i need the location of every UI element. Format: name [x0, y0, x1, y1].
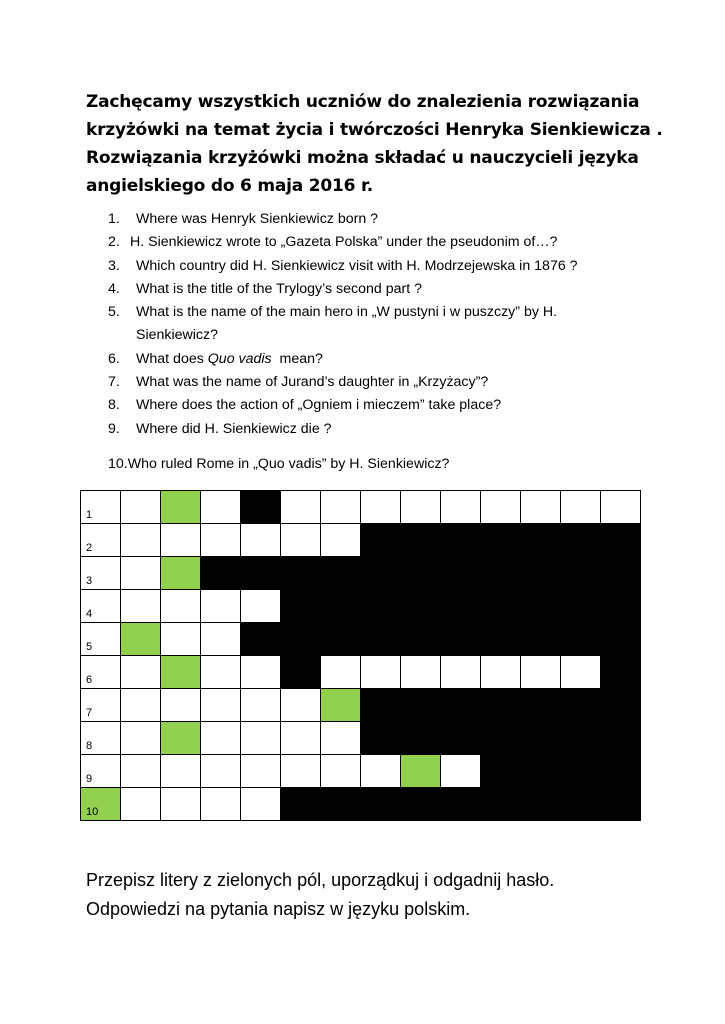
crossword-cell-blocked — [401, 557, 441, 590]
instruction-line: Odpowiedzi na pytania napisz w języku polskim. — [86, 899, 471, 919]
crossword-cell-empty[interactable] — [201, 623, 241, 656]
crossword-cell-empty[interactable] — [201, 722, 241, 755]
crossword-cell-empty[interactable] — [161, 524, 201, 557]
crossword-cell-blocked — [481, 623, 521, 656]
crossword-cell-empty[interactable] — [201, 590, 241, 623]
question-text-continued: Sienkiewicz? — [136, 327, 219, 344]
crossword-cell-empty[interactable] — [81, 524, 121, 557]
crossword-cell-blocked — [481, 590, 521, 623]
crossword-cell-blocked — [361, 524, 401, 557]
crossword-cell-empty[interactable] — [401, 656, 441, 689]
crossword-cell-empty[interactable] — [521, 656, 561, 689]
crossword-cell-empty[interactable] — [361, 491, 401, 524]
crossword-cell-blocked — [561, 590, 601, 623]
question-text: Where did H. Sienkiewicz die ? — [136, 420, 332, 437]
crossword-cell-empty[interactable] — [81, 656, 121, 689]
crossword-cell-blocked — [281, 656, 321, 689]
crossword-cell-blocked — [441, 623, 481, 656]
question-text: Which country did H. Sienkiewicz visit with H. Modrzejewska in 1876 ? — [136, 257, 578, 274]
heading-line: angielskiego do 6 maja 2016 r. — [86, 176, 374, 196]
question-text: What was the name of Jurand’s daughter in „Krzyżacy”? — [136, 374, 489, 391]
crossword-cell-blocked — [561, 755, 601, 788]
row-number-label: 8 — [86, 740, 93, 752]
announcement-heading — [86, 88, 663, 200]
crossword-cell-highlight[interactable] — [121, 623, 161, 656]
row-number-label: 3 — [86, 575, 93, 587]
crossword-cell-empty[interactable] — [201, 656, 241, 689]
crossword-cell-empty[interactable] — [121, 590, 161, 623]
question-text-end: mean? — [271, 350, 323, 367]
crossword-cell-empty[interactable] — [361, 755, 401, 788]
crossword-cell-blocked — [561, 722, 601, 755]
crossword-cell-empty[interactable] — [241, 524, 281, 557]
crossword-cell-highlight[interactable] — [161, 557, 201, 590]
crossword-cell-empty[interactable] — [121, 656, 161, 689]
crossword-cell-blocked — [601, 656, 641, 689]
crossword-cell-empty[interactable] — [281, 722, 321, 755]
crossword-cell-empty[interactable] — [121, 689, 161, 722]
crossword-cell-empty[interactable] — [81, 491, 121, 524]
instructions-footer — [86, 866, 554, 924]
crossword-cell-blocked — [601, 524, 641, 557]
crossword-cell-empty[interactable] — [361, 656, 401, 689]
crossword-cell-empty[interactable] — [561, 491, 601, 524]
crossword-cell-empty[interactable] — [201, 491, 241, 524]
question-text: H. Sienkiewicz wrote to „Gazeta Polska” under the pseudonim of…? — [130, 234, 558, 251]
question-text: What does — [136, 350, 208, 367]
crossword-cell-blocked — [321, 590, 361, 623]
crossword-cell-blocked — [401, 722, 441, 755]
crossword-cell-empty[interactable] — [321, 491, 361, 524]
crossword-cell-blocked — [441, 689, 481, 722]
crossword-cell-blocked — [521, 755, 561, 788]
question-number: 7. — [108, 374, 120, 391]
crossword-cell-blocked — [521, 557, 561, 590]
crossword-cell-empty[interactable] — [481, 656, 521, 689]
crossword-cell-empty[interactable] — [161, 788, 201, 821]
question-number: 3. — [108, 257, 120, 274]
crossword-cell-empty[interactable] — [521, 491, 561, 524]
crossword-cell-empty[interactable] — [81, 590, 121, 623]
question-item — [108, 278, 668, 301]
crossword-cell-blocked — [441, 722, 481, 755]
crossword-cell-empty[interactable] — [201, 788, 241, 821]
crossword-cell-blocked — [281, 557, 321, 590]
crossword-cell-blocked — [601, 590, 641, 623]
crossword-cell-empty[interactable] — [161, 755, 201, 788]
crossword-cell-blocked — [441, 557, 481, 590]
crossword-cell-blocked — [361, 623, 401, 656]
crossword-cell-empty[interactable] — [201, 524, 241, 557]
crossword-cell-blocked — [601, 788, 641, 821]
crossword-cell-blocked — [401, 788, 441, 821]
crossword-cell-blocked — [241, 557, 281, 590]
crossword-cell-empty[interactable] — [81, 689, 121, 722]
crossword-cell-blocked — [441, 590, 481, 623]
question-item — [108, 301, 668, 348]
crossword-cell-empty[interactable] — [281, 689, 321, 722]
question-item — [108, 231, 668, 254]
question-text: What is the name of the main hero in „W pustyni i w puszczy” by H. — [136, 304, 558, 321]
question-number: 1. — [108, 211, 120, 227]
crossword-cell-blocked — [401, 623, 441, 656]
question-text: Where does the action of „Ogniem i mieczem” take place? — [136, 397, 502, 414]
crossword-cell-empty[interactable] — [241, 755, 281, 788]
crossword-cell-blocked — [441, 524, 481, 557]
question-number: 2. — [108, 234, 120, 251]
question-italic-title: Quo vadis — [207, 350, 272, 367]
crossword-cell-empty[interactable] — [81, 557, 121, 590]
question-number: 8. — [108, 397, 120, 414]
crossword-cell-blocked — [521, 722, 561, 755]
crossword-cell-blocked — [561, 788, 601, 821]
crossword-cell-empty[interactable] — [81, 722, 121, 755]
crossword-cell-blocked — [281, 590, 321, 623]
crossword-cell-blocked — [561, 623, 601, 656]
crossword-cell-empty[interactable] — [441, 491, 481, 524]
crossword-cell-highlight[interactable] — [321, 689, 361, 722]
crossword-cell-blocked — [481, 722, 521, 755]
heading-line: Rozwiązania krzyżówki można składać u nauczycieli języka — [86, 148, 639, 168]
crossword-cell-blocked — [401, 689, 441, 722]
crossword-cell-empty[interactable] — [241, 788, 281, 821]
row-number-label: 5 — [86, 641, 93, 653]
crossword-cell-blocked — [481, 788, 521, 821]
crossword-cell-blocked — [561, 689, 601, 722]
crossword-cell-empty[interactable] — [121, 722, 161, 755]
crossword-cell-blocked — [441, 788, 481, 821]
crossword-cell-blocked — [361, 557, 401, 590]
crossword-cell-blocked — [521, 689, 561, 722]
crossword-cell-empty[interactable] — [121, 788, 161, 821]
question-item — [108, 418, 668, 441]
crossword-cell-empty[interactable] — [161, 590, 201, 623]
crossword-cell-blocked — [481, 557, 521, 590]
crossword-cell-empty[interactable] — [441, 755, 481, 788]
crossword-cell-empty[interactable] — [201, 755, 241, 788]
crossword-cell-blocked — [481, 755, 521, 788]
crossword-cell-empty[interactable] — [121, 524, 161, 557]
crossword-cell-blocked — [361, 590, 401, 623]
crossword-cell-blocked — [321, 788, 361, 821]
crossword-cell-blocked — [561, 557, 601, 590]
crossword-cell-empty[interactable] — [241, 590, 281, 623]
crossword-cell-empty[interactable] — [121, 557, 161, 590]
row-number-label: 7 — [86, 707, 93, 719]
crossword-cell-highlight[interactable] — [161, 722, 201, 755]
crossword-cell-blocked — [521, 788, 561, 821]
question-list — [108, 208, 668, 441]
row-number-label: 6 — [86, 674, 93, 686]
crossword-cell-highlight[interactable] — [161, 491, 201, 524]
crossword-cell-blocked — [481, 524, 521, 557]
question-10: 10.Who ruled Rome in „Quo vadis” by H. Sienkiewicz? — [108, 456, 450, 472]
crossword-grid — [80, 490, 641, 821]
crossword-cell-empty[interactable] — [601, 491, 641, 524]
crossword-cell-blocked — [281, 623, 321, 656]
question-number: 4. — [108, 280, 120, 297]
heading-line: krzyżówki na temat życia i twórczości Henryka Sienkiewicza . — [86, 120, 663, 140]
question-text: What is the title of the Trylogy’s second part ? — [136, 280, 422, 297]
question-item — [108, 371, 668, 394]
crossword-cell-blocked — [361, 689, 401, 722]
crossword-cell-blocked — [281, 788, 321, 821]
crossword-cell-highlight[interactable] — [81, 788, 121, 821]
row-number-label: 2 — [86, 542, 93, 554]
heading-line: Zachęcamy wszystkich uczniów do znalezienia rozwiązania — [86, 92, 640, 112]
row-number-label: 4 — [86, 608, 93, 620]
crossword-cell-empty[interactable] — [201, 689, 241, 722]
crossword-cell-blocked — [521, 524, 561, 557]
crossword-cell-empty[interactable] — [441, 656, 481, 689]
question-item — [108, 394, 668, 417]
crossword-cell-empty[interactable] — [561, 656, 601, 689]
crossword-cell-empty[interactable] — [121, 755, 161, 788]
question-number: 6. — [108, 350, 120, 367]
question-number: 9. — [108, 420, 120, 437]
row-number-label: 1 — [86, 509, 93, 521]
crossword-cell-blocked — [241, 491, 281, 524]
question-item — [108, 348, 668, 371]
crossword-cell-empty[interactable] — [401, 491, 441, 524]
crossword-cell-blocked — [361, 722, 401, 755]
crossword-cell-empty[interactable] — [321, 722, 361, 755]
crossword-cell-empty[interactable] — [281, 524, 321, 557]
crossword-cell-blocked — [241, 623, 281, 656]
crossword-cell-blocked — [201, 557, 241, 590]
crossword-cell-empty[interactable] — [321, 524, 361, 557]
question-item — [108, 208, 668, 231]
crossword-cell-empty[interactable] — [241, 656, 281, 689]
crossword-cell-empty[interactable] — [241, 722, 281, 755]
crossword-cell-empty[interactable] — [481, 491, 521, 524]
crossword-cell-blocked — [561, 524, 601, 557]
instruction-line: Przepisz litery z zielonych pól, uporządkuj i odgadnij hasło. — [86, 870, 555, 890]
crossword-cell-blocked — [601, 722, 641, 755]
crossword-cell-blocked — [601, 689, 641, 722]
crossword-cell-empty[interactable] — [281, 755, 321, 788]
crossword-cell-empty[interactable] — [241, 689, 281, 722]
crossword-cell-blocked — [401, 524, 441, 557]
crossword-cell-highlight[interactable] — [161, 656, 201, 689]
crossword-cell-highlight[interactable] — [401, 755, 441, 788]
crossword-cell-blocked — [321, 623, 361, 656]
crossword-cell-empty[interactable] — [121, 491, 161, 524]
question-text: Where was Henryk Sienkiewicz born ? — [136, 211, 379, 227]
question-number: 5. — [108, 304, 120, 321]
crossword-cell-blocked — [321, 557, 361, 590]
crossword-cell-empty[interactable] — [161, 689, 201, 722]
crossword-cell-blocked — [601, 623, 641, 656]
crossword-cell-empty[interactable] — [321, 755, 361, 788]
crossword-cell-blocked — [401, 590, 441, 623]
crossword-cell-blocked — [601, 755, 641, 788]
crossword-cell-blocked — [361, 788, 401, 821]
crossword-cell-empty[interactable] — [81, 623, 121, 656]
crossword-cell-empty[interactable] — [321, 656, 361, 689]
crossword-cell-empty[interactable] — [81, 755, 121, 788]
crossword-cell-empty[interactable] — [161, 623, 201, 656]
crossword-cell-blocked — [601, 557, 641, 590]
crossword-cell-blocked — [521, 590, 561, 623]
crossword-cell-blocked — [481, 689, 521, 722]
question-item — [108, 255, 668, 278]
crossword-cell-empty[interactable] — [281, 491, 321, 524]
row-number-label: 9 — [86, 773, 93, 785]
crossword-cell-blocked — [521, 623, 561, 656]
row-number-label: 10 — [86, 806, 99, 818]
